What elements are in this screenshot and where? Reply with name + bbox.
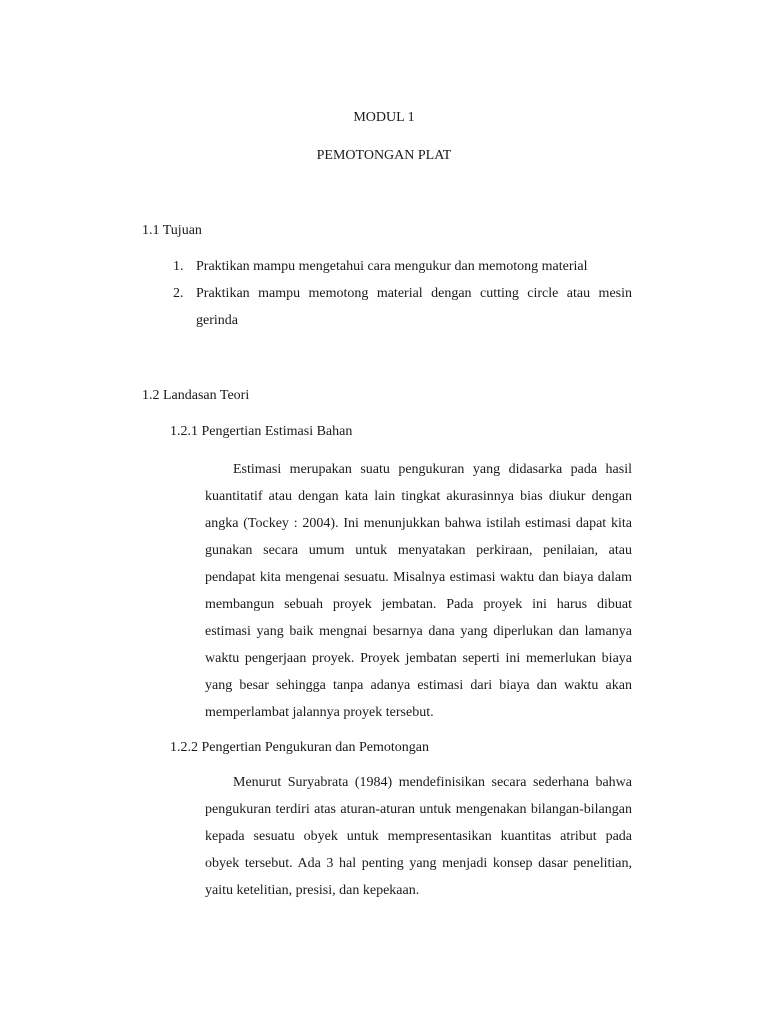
- list-item-text-continued: gerinda: [196, 313, 238, 328]
- paragraph-line: Estimasi merupakan suatu pengukuran yang didasarka pada hasil: [233, 462, 632, 477]
- paragraph-line: membangun sebuah proyek jembatan. Pada proyek ini harus dibuat: [205, 597, 632, 612]
- paragraph-line: Menurut Suryabrata (1984) mendefinisikan secara sederhana bahwa: [233, 775, 632, 790]
- list-item-number: 2.: [173, 286, 184, 301]
- paragraph-line: gunakan secara umum untuk menyatakan perkiraan, penilaian, atau: [205, 543, 632, 558]
- paragraph-line: kepada sesuatu obyek untuk mempresentasikan kuantitas atribut pada: [205, 829, 632, 844]
- paragraph-line: pengukuran terdiri atas aturan-aturan untuk mengenakan bilangan-bilangan: [205, 802, 632, 817]
- paragraph-line: waktu pengerjaan proyek. Proyek jembatan seperti ini memerlukan biaya: [205, 651, 632, 666]
- paragraph-line: estimasi yang baik mengnai besarnya dana yang diperlukan dan lamanya: [205, 624, 632, 639]
- paragraph-line: yang besar sehingga tanpa adanya estimasi dari biaya dan waktu akan: [205, 678, 632, 693]
- list-item-number: 1.: [173, 259, 184, 274]
- list-item-text: Praktikan mampu mengetahui cara mengukur dan memotong material: [196, 259, 588, 274]
- section-heading-landasan-teori: 1.2 Landasan Teori: [142, 388, 250, 403]
- paragraph-line: obyek tersebut. Ada 3 hal penting yang menjadi konsep dasar penelitian,: [205, 856, 632, 871]
- paragraph-line: angka (Tockey : 2004). Ini menunjukkan bahwa istilah estimasi dapat kita: [205, 516, 632, 531]
- section-heading-tujuan: 1.1 Tujuan: [142, 223, 202, 238]
- paragraph-line: yaitu ketelitian, presisi, dan kepekaan.: [205, 883, 420, 898]
- module-title: MODUL 1: [353, 110, 415, 125]
- paragraph-line: kuantitatif atau dengan kata lain tingkat akurasinnya bias diukur dengan: [205, 489, 632, 504]
- subsection-heading-pengukuran: 1.2.2 Pengertian Pengukuran dan Pemotongan: [170, 740, 429, 755]
- module-subtitle: PEMOTONGAN PLAT: [316, 148, 452, 163]
- paragraph-line: pendapat kita mengenai sesuatu. Misalnya estimasi waktu dan biaya dalam: [205, 570, 632, 585]
- paragraph-line: memperlambat jalannya proyek tersebut.: [205, 705, 434, 720]
- list-item-text: Praktikan mampu memotong material dengan cutting circle atau mesin: [196, 286, 632, 301]
- subsection-heading-estimasi: 1.2.1 Pengertian Estimasi Bahan: [170, 424, 353, 439]
